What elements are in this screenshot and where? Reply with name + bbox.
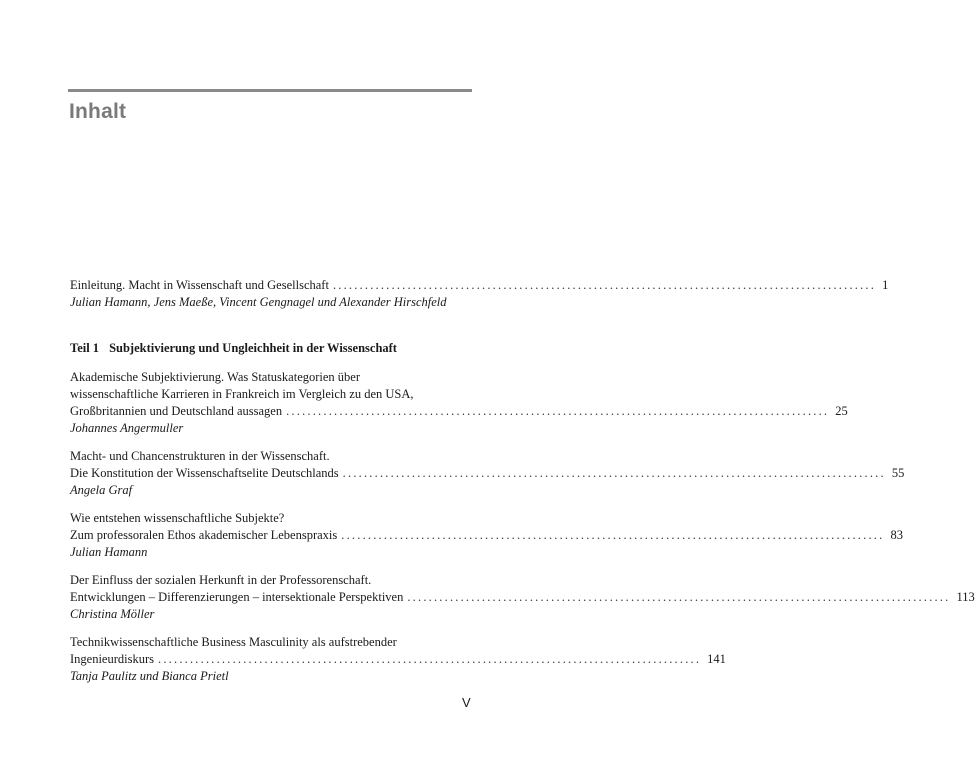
entry-title-line: Der Einfluss der sozialen Herkunft in der Professorenschaft. [70,573,372,587]
dot-leader: ...................................................................................................... [342,466,886,480]
entry-title-line: wissenschaftliche Karrieren in Frankreich im Vergleich zu den USA, [70,387,414,401]
entry-title: Großbritannien und Deutschland aussagen [70,404,283,418]
page-number: 1 [882,278,889,292]
part-number: Teil 1 [70,341,100,355]
entry-title: Ingenieurdiskurs [70,652,155,666]
page-number: 83 [890,528,903,542]
page-number: 113 [956,590,975,604]
entry-authors: Tanja Paulitz und Bianca Prietl [70,669,229,683]
entry-title-line: Wie entstehen wissenschaftliche Subjekte? [70,511,285,525]
dot-leader: ...................................................................................................... [341,528,885,542]
entry-title: Zum professoralen Ethos akademischer Lebenspraxis [70,528,338,542]
part-title: Subjektivierung und Ungleichheit in der Wissenschaft [109,341,397,355]
entry-authors: Johannes Angermuller [70,421,184,435]
page-number: 141 [707,652,726,666]
toc-entry[interactable] [70,589,975,606]
entry-authors: Angela Graf [70,483,133,497]
top-rule [68,89,472,92]
toc-entry[interactable] [70,651,726,668]
entry-authors: Julian Hamann [70,545,148,559]
entry-title-line: Technikwissenschaftliche Business Masculinity als aufstrebender [70,635,397,649]
entry-title-line: Akademische Subjektivierung. Was Statuskategorien über [70,370,361,384]
toc-entry-intro[interactable] [70,277,889,294]
page-folio: V [462,695,471,710]
dot-leader: ...................................................................................................... [332,278,877,292]
dot-leader: ...................................................................................................... [407,590,951,604]
page-number: 25 [835,404,848,418]
page-number: 55 [891,466,905,480]
entry-title: Entwicklungen – Differenzierungen – intersektionale Perspektiven [70,590,404,604]
page-title: Inhalt [69,100,127,123]
toc-entry[interactable] [70,465,905,482]
dot-leader: ...................................................................................................... [158,652,702,666]
entry-title: Die Konstitution der Wissenschaftselite Deutschlands [70,466,339,480]
toc-entry[interactable] [70,527,903,544]
entry-title: Einleitung. Macht in Wissenschaft und Gesellschaft [70,278,329,292]
dot-leader: ...................................................................................................... [286,404,830,418]
part-heading [70,341,397,356]
entry-title-line: Macht- und Chancenstrukturen in der Wissenschaft. [70,449,330,463]
entry-authors: Julian Hamann, Jens Maeße, Vincent Gengnagel und Alexander Hirschfeld [70,295,447,309]
entry-authors: Christina Möller [70,607,155,621]
toc-entry[interactable] [70,403,848,420]
